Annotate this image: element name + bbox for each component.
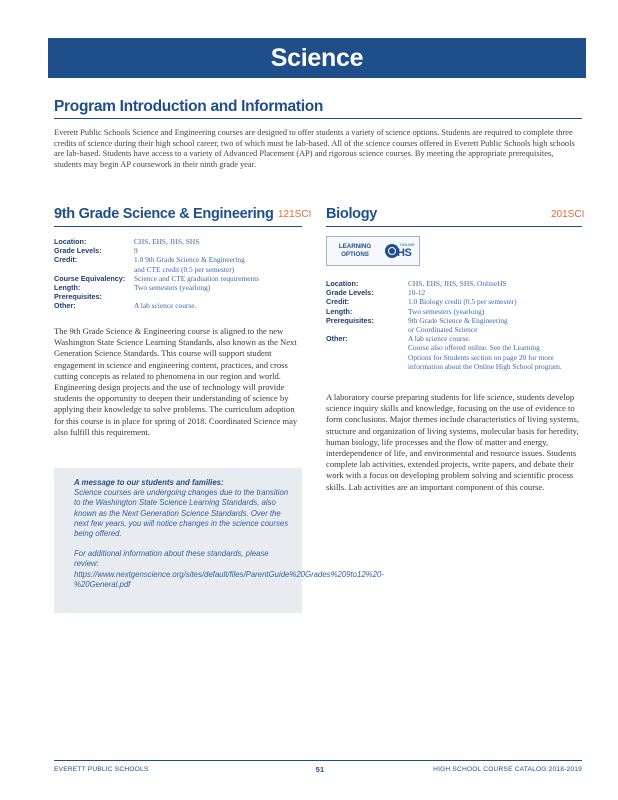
info-value: 9: [134, 246, 138, 256]
message-text: Science courses are undergoing changes due to the transition to the Washington State Science Learning Standards, also known as the Next Generation Science Standards. Over the next few years, you will notice changes in the science courses being offered.: [74, 488, 289, 539]
info-value: 1.0 Biology credit (0.5 per semester): [408, 297, 517, 307]
online-hs-logo: [383, 239, 413, 263]
info-value: CHS, EHS, JHS, SHS, OnlineHS: [408, 279, 507, 288]
info-row-grade-levels: [326, 288, 582, 297]
course-info-table-biology: [326, 279, 582, 371]
info-value: CHS, EHS, JHS, SHS: [134, 237, 200, 246]
learning-options-label: LEARNING OPTIONS: [338, 243, 372, 258]
intro-paragraph: Everett Public Schools Science and Engineering courses are designed to offer students a variety of science options. Students are required to complete three credits of science during their high school career, two of which must be lab-based. All of the science courses offered in Everett Public Schools high schools are lab-based. Students have access to a variety of Advanced Placement (AP) and rigorous science courses. By meeting the appropriate prerequisites, students may begin AP coursework in their ninth grade year.: [54, 128, 575, 169]
course-info-table-9th-grade: [54, 237, 302, 311]
course-code-9th-grade-science: 121SCI: [278, 209, 312, 220]
info-label: Other:: [54, 301, 76, 311]
info-value: Science and CTE graduation requirements: [134, 273, 260, 283]
info-label: Other:: [326, 334, 348, 344]
course-description-biology: A laboratory course preparing students for life science, students develop science inquiry skills and knowledge, focusing on the use of evidence to form conclusions. Major themes include characteristics of living systems, structure and organization of living systems, molecular basis for heredity, human biology, life processes and the flow of matter and energy, interdependence of life, and environmental and resource issues. Students complete lab activities, extended projects, write papers, and debate their work with a focus on developing problem solving and scientific process skills. Lab activities are an important component of this course.: [326, 392, 579, 492]
info-label: Credit:: [54, 255, 78, 265]
info-value: Two semesters (yearlong): [408, 306, 485, 316]
page-number: 51: [315, 765, 325, 774]
info-row-location: [326, 279, 582, 288]
info-row-other: [326, 334, 582, 371]
info-value: 10-12: [408, 288, 426, 298]
info-label: Credit:: [326, 297, 350, 307]
info-row-length: [326, 307, 582, 316]
intro-heading: Program Introduction and Information: [54, 98, 324, 115]
info-value: Two semesters (yearlong): [134, 283, 211, 293]
info-row-location: [54, 237, 302, 246]
learning-options-badge: [326, 236, 420, 266]
info-value: 1.0 9th Grade Science & Engineering and CTE credit (0.5 per semester): [134, 255, 245, 274]
info-row-credit: [54, 255, 302, 273]
info-row-other: [54, 301, 302, 310]
course-description-9th-grade: The 9th Grade Science & Engineering course is aligned to the new Washington State Science Learning Standards, also known as the Next Generation Science Standards. This course will support student engagement in science and engineering content, practices, and cross cutting concepts as related to phenomena in our region and world. Engineering design projects and the use of technology will provide students the opportunity to deepen their understanding of science by applying their knowledge to solve problems. The curriculum adoption for this course is in place for spring of 2018. Coordinated Science may also fulfill this requirement.: [54, 326, 298, 437]
info-value: A lab science course. Course also offered online. See the Learning Options for Students section on page 20 for more information about the Online High School program.: [408, 334, 562, 371]
info-row-course-equivalency: [54, 274, 302, 283]
message-content: [74, 478, 292, 539]
info-row-prerequisites: [326, 316, 582, 334]
message-title: A message to our students and families:: [74, 478, 224, 487]
footer-divider: [54, 760, 582, 761]
info-label: Prerequisites:: [54, 292, 102, 302]
info-value: A lab science course.: [134, 301, 197, 311]
course-code-biology: 201SCI: [551, 209, 585, 220]
course-title-biology: Biology: [326, 206, 378, 222]
info-label: Location:: [54, 237, 87, 246]
info-label: Location:: [326, 279, 359, 288]
info-label: Course Equivalency:: [54, 273, 126, 283]
intro-divider: [54, 118, 582, 119]
message-more-info[interactable]: For additional information about these standards, please review: https://www.nextgenscience.org/sites/default/files/ParentGuide%20Grades%209to12%20-%20General.pdf: [74, 549, 384, 589]
info-label: Prerequisites:: [326, 315, 374, 325]
info-value: [134, 292, 302, 301]
info-row-length: [54, 283, 302, 292]
course-divider-left: [54, 226, 302, 227]
footer-catalog-title: HIGH SCHOOL COURSE CATALOG 2018-2019: [433, 766, 582, 773]
course-divider-right: [326, 226, 582, 227]
info-value: 9th Grade Science & Engineering or Coordinated Science: [408, 315, 508, 335]
info-row-prerequisites: [54, 292, 302, 301]
footer-district-name: EVERETT PUBLIC SCHOOLS: [54, 766, 149, 773]
info-label: Length:: [54, 283, 81, 293]
message-box: [54, 468, 384, 613]
info-label: Grade Levels:: [54, 246, 102, 256]
info-row-credit: [326, 297, 582, 306]
info-label: Grade Levels:: [326, 288, 374, 298]
info-label: Length:: [326, 306, 353, 316]
online-logo-small-text: ONLINE: [400, 242, 415, 247]
online-logo-hs-text: HS: [397, 247, 412, 259]
info-row-grade-levels: [54, 246, 302, 255]
page-banner: Science: [48, 38, 586, 78]
course-title-9th-grade-science: 9th Grade Science & Engineering: [54, 206, 274, 222]
